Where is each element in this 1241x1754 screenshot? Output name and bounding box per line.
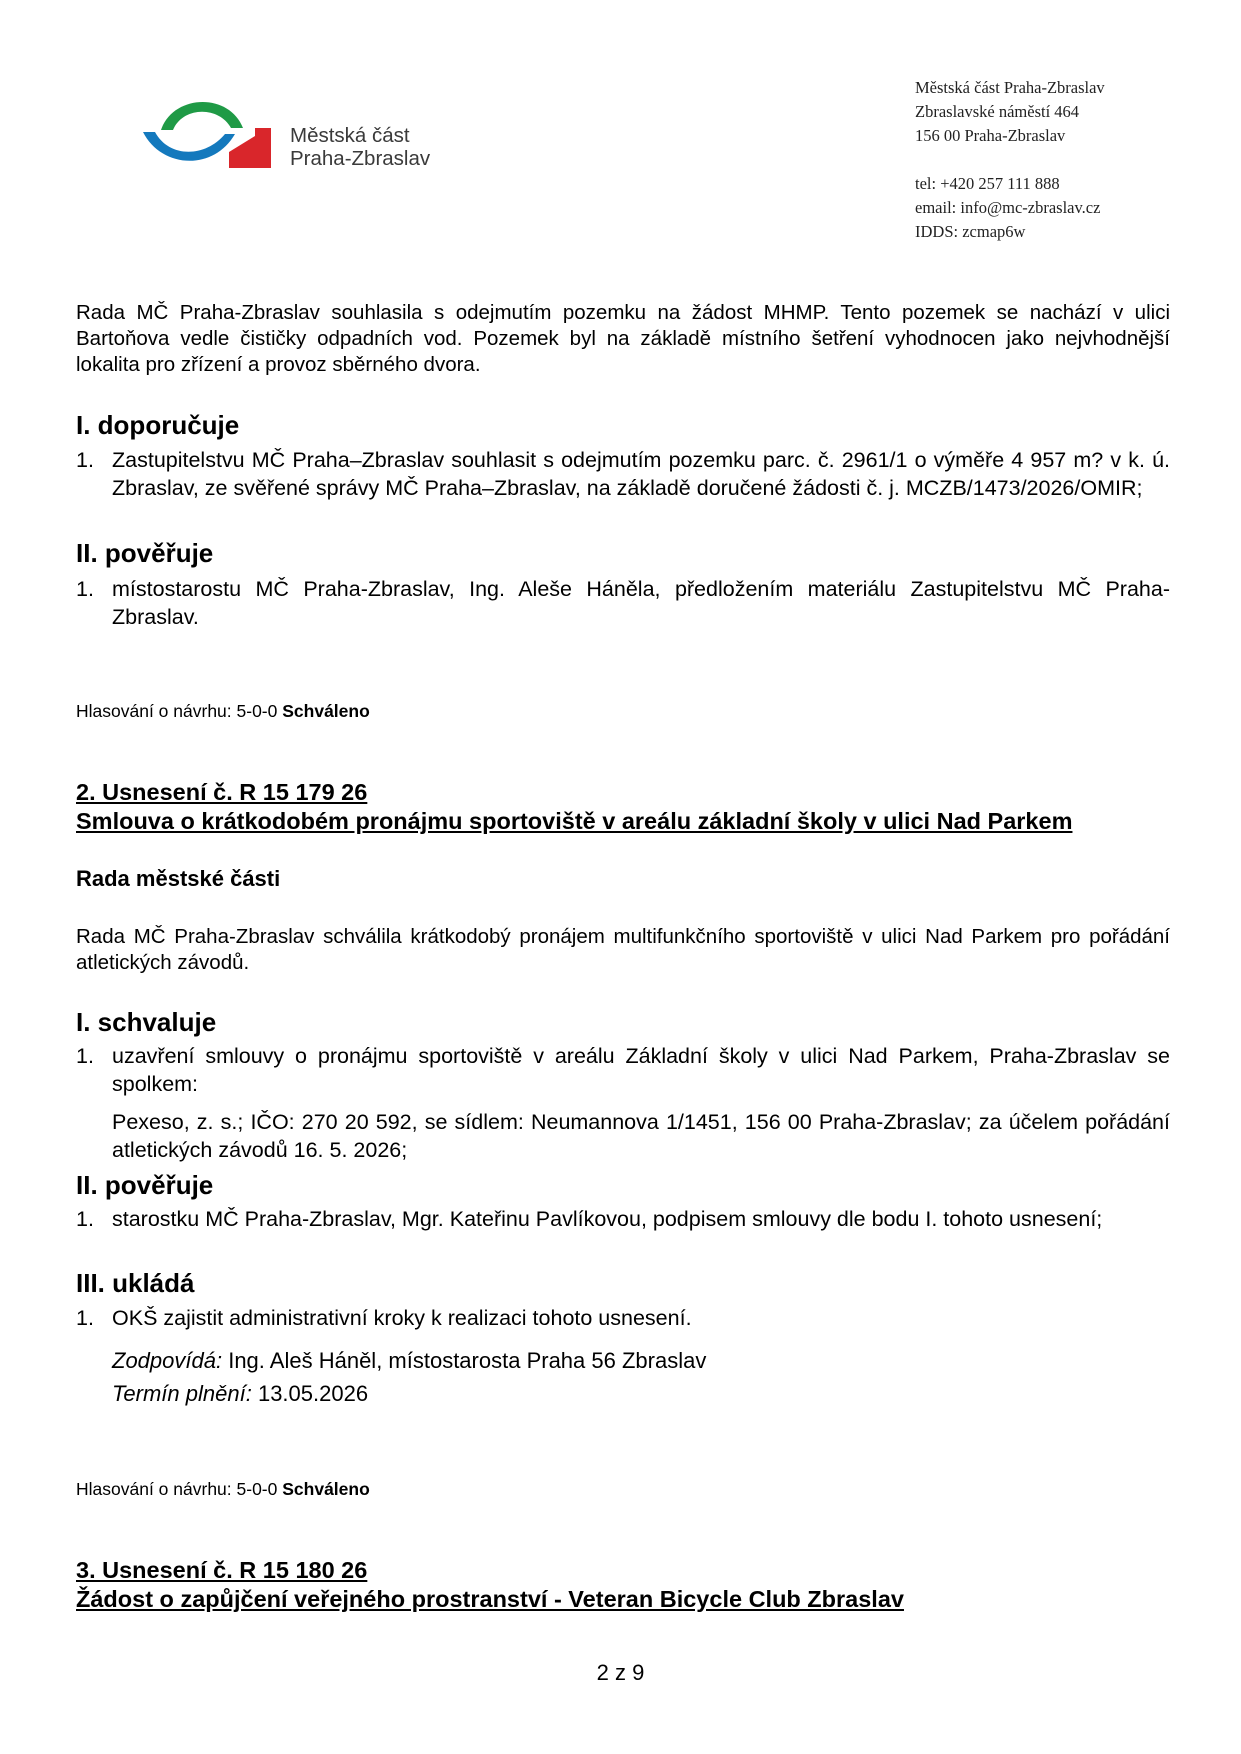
section1-item: [76, 446, 1170, 530]
deadline-value: 13.05.2026: [257, 1381, 369, 1406]
item-number: 1.: [76, 577, 94, 601]
item-number: 1.: [76, 448, 94, 472]
item-number: 1.: [76, 1207, 94, 1231]
section2-vote: [76, 1478, 370, 1500]
vote-result: Schváleno: [282, 701, 370, 721]
contact-phone: tel: +420 257 111 888: [915, 174, 1060, 193]
section2-deadline: [112, 1377, 368, 1410]
responsible-label: Zodpovídá:: [112, 1348, 223, 1373]
item-text: Pexeso, z. s.; IČO: 270 20 592, se sídlem: Neumannova 1/1451, 156 00 Praha-Zbraslav; za účelem pořádání atletických závodů 16. 5. 2026;: [112, 1110, 1170, 1162]
section2-number: 2. Usnesení č. R 15 179 26: [76, 779, 368, 805]
section3-title: Žádost o zapůjčení veřejného prostranství - Veteran Bicycle Club Zbraslav: [76, 1586, 904, 1612]
page-number: 2 z 9: [596, 1660, 645, 1685]
section2-item: [76, 1205, 1170, 1261]
logo-line2: Praha-Zbraslav: [290, 147, 431, 170]
section3-number: 3. Usnesení č. R 15 180 26: [76, 1557, 368, 1583]
section2-item-cont: [76, 1108, 1170, 1164]
vote-label: Hlasování o návrhu: 5-0-0: [76, 1479, 278, 1499]
logo-line1: Městská část: [290, 124, 410, 147]
section1-vote: [76, 700, 370, 722]
deadline-label: Termín plnění:: [112, 1381, 252, 1406]
logo-emblem: [143, 98, 283, 178]
item-text: místostarostu MČ Praha-Zbraslav, Ing. Aleše Háněla, předložením materiálu Zastupitelstvu MČ Praha-Zbraslav.: [112, 577, 1170, 629]
item-text: uzavření smlouvy o pronájmu sportoviště v areálu Základní školy v ulici Nad Parkem, Praha-Zbraslav se spolkem:: [112, 1044, 1170, 1096]
responsible-value: Ing. Aleš Háněl, místostarosta Praha 56 Zbraslav: [228, 1348, 707, 1373]
section1-heading-authorizes: II. pověřuje: [76, 538, 214, 568]
section2-heading-authorizes: II. pověřuje: [76, 1170, 214, 1200]
vote-result: Schváleno: [282, 1479, 370, 1499]
address-block: [915, 76, 1105, 244]
section1-heading-recommends: I. doporučuje: [76, 410, 240, 440]
item-number: 1.: [76, 1044, 94, 1068]
contact-idds: IDDS: zcmap6w: [915, 222, 1026, 241]
item-number: 1.: [76, 1306, 94, 1330]
section2-item: [76, 1304, 1170, 1332]
contact-email: email: info@mc-zbraslav.cz: [915, 198, 1101, 217]
logo-red-block: [229, 128, 271, 168]
logo-blue-arc: [143, 132, 235, 161]
item-text: OKŠ zajistit administrativní kroky k realizaci tohoto usnesení.: [112, 1306, 692, 1330]
address-line: Zbraslavské náměstí 464: [915, 102, 1080, 121]
logo-green-arc: [161, 102, 243, 130]
logo-text: [290, 124, 430, 170]
section1-intro: Rada MČ Praha-Zbraslav souhlasila s odejmutím pozemku na žádost MHMP. Tento pozemek se nachází v ulici Bartoňova vedle čističky odpadních vod. Pozemek byl na základě místního šetření vyhodnocen jako nejvhodnější lokalita pro zřízení a provoz sběrného dvora.: [76, 301, 1170, 376]
vote-label: Hlasování o návrhu: 5-0-0: [76, 701, 278, 721]
section2-intro: Rada MČ Praha-Zbraslav schválila krátkodobý pronájem multifunkčního sportoviště v ulici Nad Parkem pro pořádání atletických závodů.: [76, 925, 1170, 974]
section2-heading-orders: III. ukládá: [76, 1268, 195, 1298]
item-text: Zastupitelstvu MČ Praha–Zbraslav souhlasit s odejmutím pozemku parc. č. 2961/1 o výměře 4 957 m? v k. ú. Zbraslav, ze svěřené správy MČ Praha–Zbraslav, na základě doručené žádosti č. j. MCZB/1473/2026/OMIR;: [112, 448, 1170, 500]
section2-item: [76, 1042, 1170, 1098]
section2-heading-approves: I. schvaluje: [76, 1007, 217, 1037]
section1-item: [76, 575, 1170, 631]
item-text: starostku MČ Praha-Zbraslav, Mgr. Kateřinu Pavlíkovou, podpisem smlouvy dle bodu I. tohoto usnesení;: [112, 1207, 1103, 1231]
address-line: Městská část Praha-Zbraslav: [915, 78, 1105, 97]
section2-responsible: [112, 1344, 706, 1377]
section2-subhead: Rada městské části: [76, 866, 281, 891]
address-line: 156 00 Praha-Zbraslav: [915, 126, 1066, 145]
section2-title: Smlouva o krátkodobém pronájmu sportoviště v areálu základní školy v ulici Nad Parkem: [76, 808, 1073, 834]
